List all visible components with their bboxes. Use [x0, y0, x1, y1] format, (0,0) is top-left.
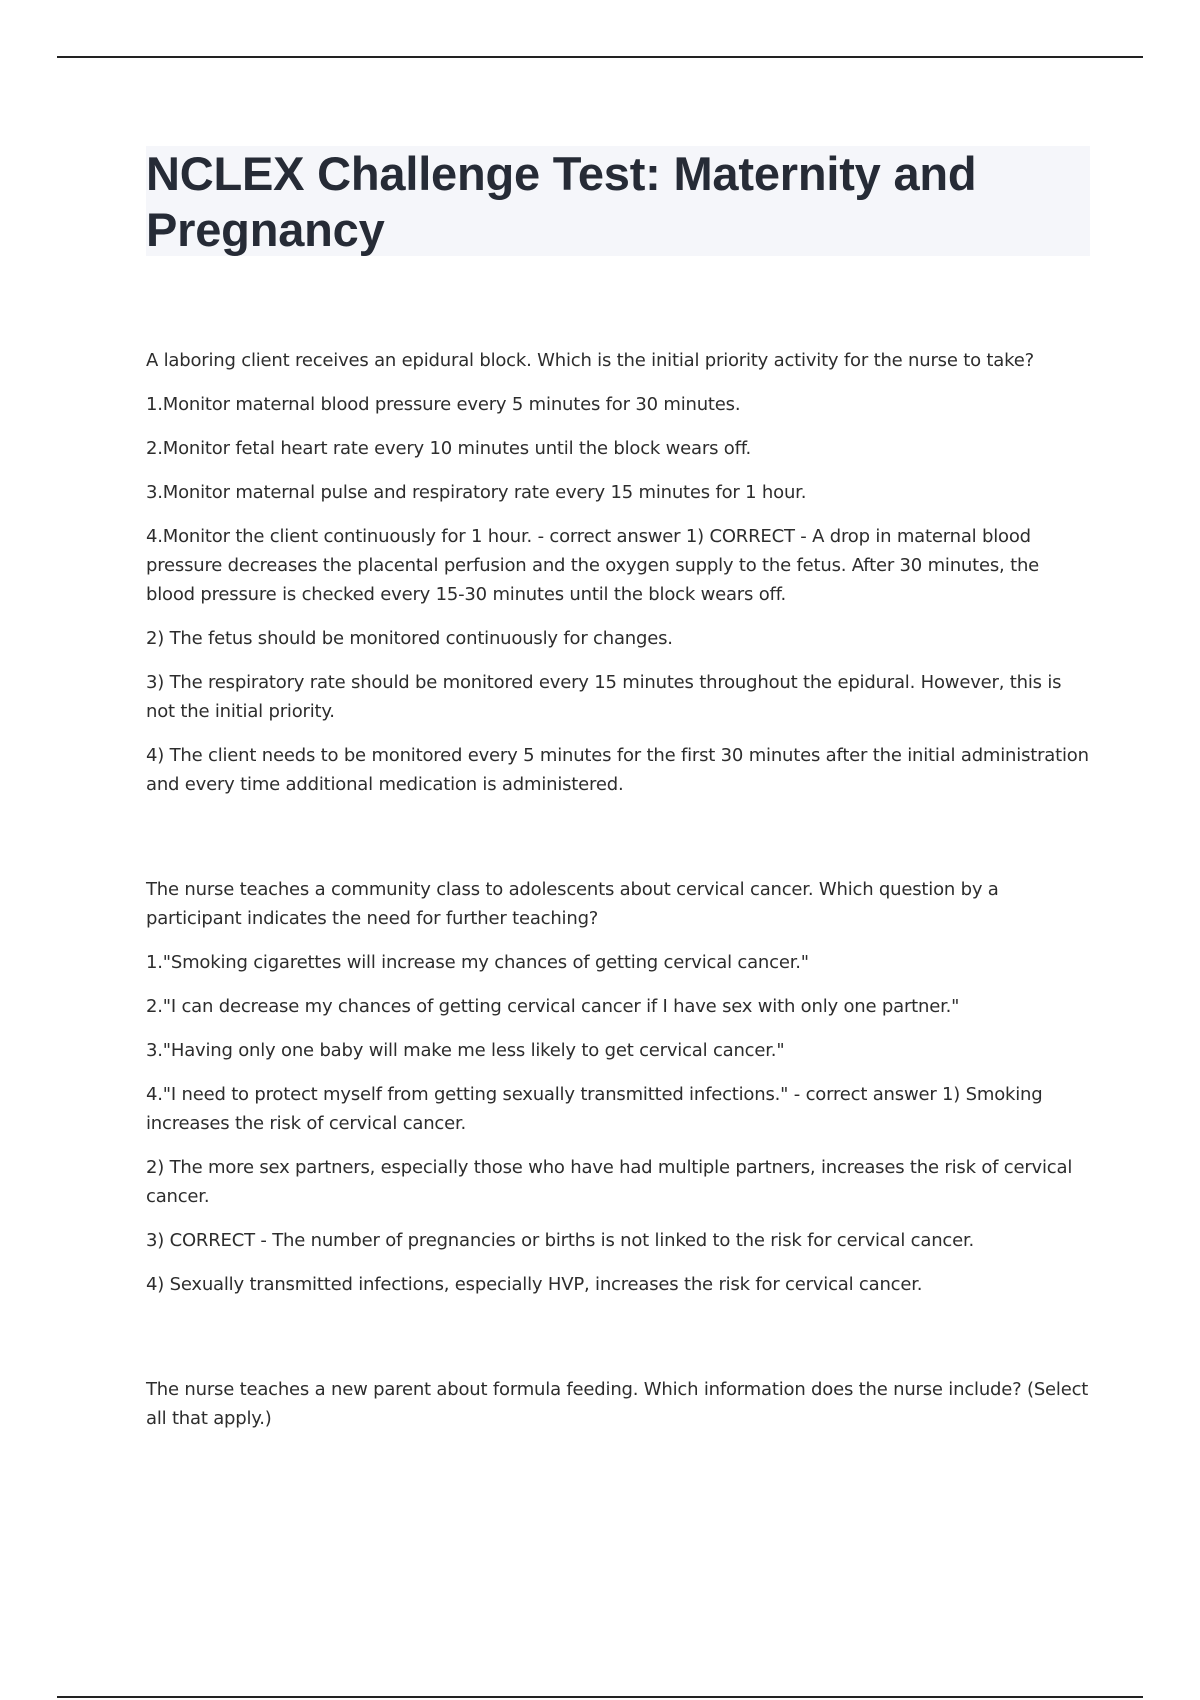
- question-block: [146, 346, 1090, 799]
- document-title: NCLEX Challenge Test: Maternity and Pregnancy: [146, 147, 977, 256]
- answer-option-with-rationale: 4."I need to protect myself from getting sexually transmitted infections." - correct answer 1) Smoking increases the risk of cervical cancer.: [146, 1084, 1043, 1134]
- rationale: 3) The respiratory rate should be monitored every 15 minutes throughout the epidural. However, this is not the initial priority.: [146, 672, 1062, 722]
- answer-option: 2."I can decrease my chances of getting cervical cancer if I have sex with only one partner.": [146, 996, 960, 1017]
- rationale: 4) The client needs to be monitored every 5 minutes for the first 30 minutes after the initial administration and every time additional medication is administered.: [146, 745, 1089, 795]
- question-stem: The nurse teaches a new parent about formula feeding. Which information does the nurse include? (Select all that apply.): [146, 1379, 1089, 1429]
- rationale: 2) The more sex partners, especially those who have had multiple partners, increases the risk of cervical cancer.: [146, 1157, 1073, 1207]
- question-block: [146, 875, 1090, 1299]
- answer-option: 1."Smoking cigarettes will increase my chances of getting cervical cancer.": [146, 952, 809, 973]
- answer-option: 3."Having only one baby will make me less likely to get cervical cancer.": [146, 1040, 785, 1061]
- document-body: [146, 346, 1090, 1448]
- rationale: 3) CORRECT - The number of pregnancies or births is not linked to the risk for cervical cancer.: [146, 1230, 975, 1251]
- question-stem: The nurse teaches a community class to adolescents about cervical cancer. Which question by a participant indicates the need for further teaching?: [146, 879, 999, 929]
- question-stem: A laboring client receives an epidural block. Which is the initial priority activity for the nurse to take?: [146, 350, 1034, 371]
- bottom-rule: [57, 1696, 1143, 1698]
- answer-option: 3.Monitor maternal pulse and respiratory rate every 15 minutes for 1 hour.: [146, 482, 807, 503]
- question-block: [146, 1375, 1090, 1433]
- answer-option: 1.Monitor maternal blood pressure every 5 minutes for 30 minutes.: [146, 394, 741, 415]
- rationale: 2) The fetus should be monitored continuously for changes.: [146, 628, 673, 649]
- answer-option: 2.Monitor fetal heart rate every 10 minutes until the block wears off.: [146, 438, 752, 459]
- top-rule: [57, 56, 1143, 58]
- rationale: 4) Sexually transmitted infections, especially HVP, increases the risk for cervical cancer.: [146, 1274, 923, 1295]
- title-banner: [146, 146, 1090, 256]
- answer-option-with-rationale: 4.Monitor the client continuously for 1 hour. - correct answer 1) CORRECT - A drop in maternal blood pressure decreases the placental perfusion and the oxygen supply to the fetus. After 30 minutes, the blood pressure is checked every 15-30 minutes until the block wears off.: [146, 526, 1040, 605]
